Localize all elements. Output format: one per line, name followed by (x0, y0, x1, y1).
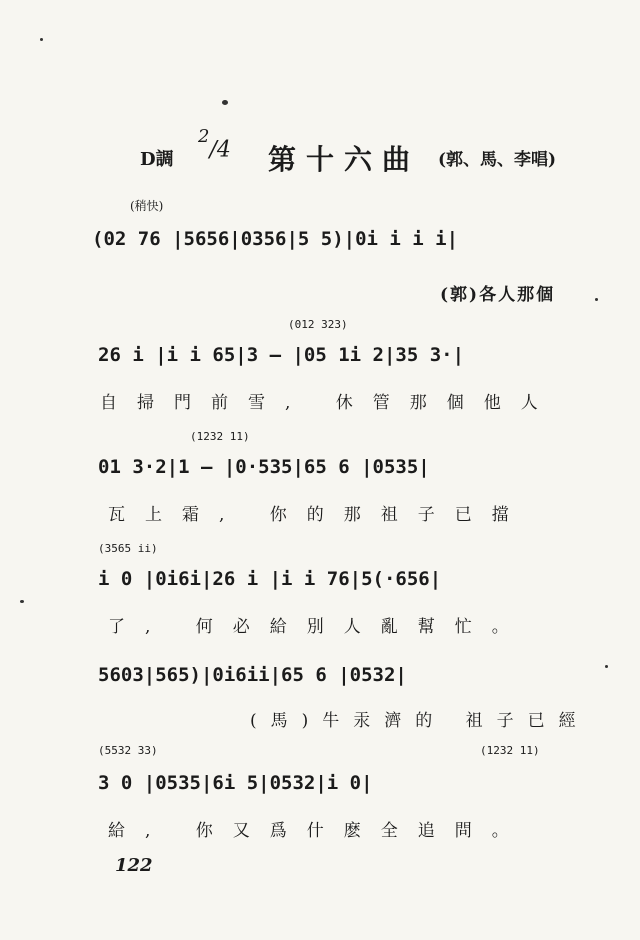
key-signature: D調 (140, 149, 174, 170)
grace-notes-2: (012 323) (288, 318, 348, 331)
scan-speck (222, 100, 228, 105)
notation-line-6: 3 0 |0535|6i 5|0532|i 0| (98, 772, 373, 794)
notation-line-5: 5603|565)|0i6ii|65 6 |0532| (98, 664, 407, 686)
lyric-line-6: 給, 你又爲什麽全追問。 (108, 821, 529, 841)
lyric-line-5: (馬)牛汞濟的 祖子已經 (250, 711, 590, 731)
grace-notes-6b: (1232 11) (480, 744, 540, 757)
notation-line-1: (02 76 |5656|0356|5 5)|0i i i i| (92, 228, 459, 250)
lyric-line-3: 瓦上霜, 你的那祖子已擋 (108, 505, 529, 525)
lyric-line-1: (郭)各人那個 (440, 285, 556, 305)
page-number: 122 (115, 855, 153, 876)
time-signature (198, 126, 231, 163)
notation-line-3: 01 3·2|1 — |0·535|65 6 |0535| (98, 456, 430, 478)
singers-note: (郭、馬、李唱) (438, 150, 557, 170)
time-numerator: 2 (198, 126, 210, 147)
scan-speck (20, 600, 24, 603)
notation-line-4: i 0 |0i6i|26 i |i i 76|5(·656| (98, 568, 442, 590)
grace-notes-4: (3565 ii) (98, 542, 158, 555)
grace-notes-6a: (5532 33) (98, 744, 158, 757)
grace-notes-3: (1232 11) (190, 430, 250, 443)
notation-line-2: 26 i |i i 65|3 — |05 1i 2|35 3·| (98, 344, 465, 366)
tempo-mark: (稍快) (130, 199, 164, 213)
scan-speck (595, 298, 598, 301)
piece-title: 第十六曲 (268, 143, 421, 176)
lyric-line-2: 自掃門前雪, 休管那個他人 (100, 393, 558, 413)
time-denominator: /4 (209, 137, 231, 163)
scan-speck (605, 665, 608, 668)
scan-speck (40, 38, 43, 41)
lyric-line-4: 了, 何必給別人亂幫忙。 (108, 617, 529, 637)
